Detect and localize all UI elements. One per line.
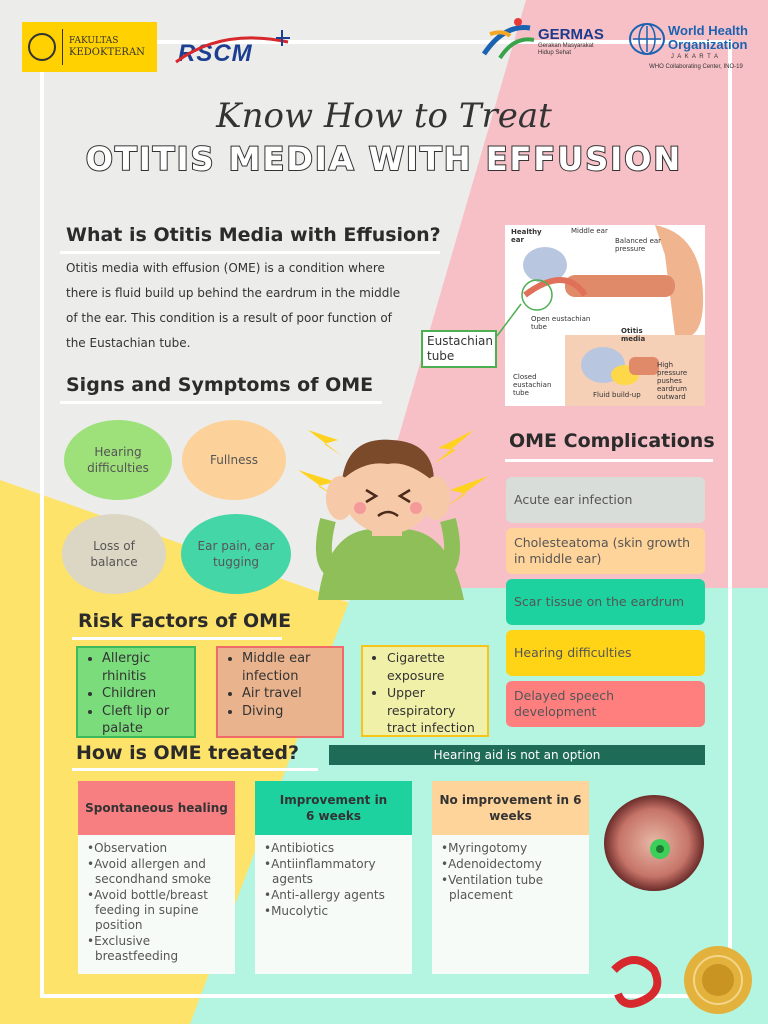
rscm-cross-icon [274, 28, 298, 48]
pain-bolt-icon [308, 430, 342, 456]
complication-label: Scar tissue on the eardrum [514, 594, 685, 609]
fluid-label: Fluid build-up [593, 391, 641, 399]
university-seal-icon [28, 33, 56, 61]
symptom-ear-pain [181, 514, 291, 594]
what-underline [60, 251, 440, 254]
complication-label: Acute ear infection [514, 492, 633, 507]
treatment-item: • Antibiotics [264, 841, 404, 856]
risk-item: • Cigarette exposure [387, 649, 481, 684]
treatment-item: • Adenoidectomy [441, 857, 581, 872]
treatment-column-spontaneous [78, 781, 235, 974]
who-center: WHO Collaborating Center, INO-19 [649, 64, 743, 70]
pain-bolt-icon [434, 430, 474, 464]
germas-sub1: Gerakan Masyarakat [538, 43, 594, 49]
otitis-media-label: Otitis media [621, 327, 646, 343]
who-line1: World Health [668, 23, 748, 38]
who-logo [668, 24, 748, 52]
treatment-underline [72, 768, 318, 771]
faculty-logo [22, 22, 157, 72]
treatment-item: • Myringotomy [441, 841, 581, 856]
closed-tube-label: Closed eustachian tube [513, 373, 552, 397]
risk-heading: Risk Factors of OME [78, 610, 292, 632]
balanced-pressure-label: Balanced ear pressure [615, 237, 662, 253]
risk-group-3 [361, 645, 489, 737]
hearing-aid-banner: Hearing aid is not an option [329, 745, 705, 765]
open-tube-label: Open eustachian tube [531, 315, 591, 331]
complication-label: Hearing difficulties [514, 645, 632, 660]
eustachian-tube-callout: Eustachian tube [421, 330, 497, 368]
complications-heading: OME Complications [509, 430, 715, 452]
germas-logo [538, 26, 604, 57]
complications-underline [505, 459, 713, 462]
symptom-balance [62, 514, 166, 594]
treatment-column-title: Spontaneous healing [78, 781, 235, 835]
treatment-item: • Anti-allergy agents [264, 888, 404, 903]
risk-item: • Cleft lip or palate [102, 703, 188, 738]
risk-underline [72, 637, 282, 640]
faculty-line1: FAKULTAS [69, 36, 119, 46]
symptom-hearing [64, 420, 172, 500]
title-script: Know How to Treat [216, 96, 552, 136]
germas-text: GERMAS [538, 26, 604, 43]
treatment-item: • Mucolytic [264, 904, 404, 919]
child-earache-illustration [288, 420, 498, 600]
risk-item: • Upper respiratory tract infection [387, 684, 481, 737]
treatment-column-title: No improvement in 6 weeks [432, 781, 589, 835]
symptoms-heading: Signs and Symptoms of OME [66, 374, 374, 396]
who-line2: Organization [668, 37, 748, 52]
treatment-item: • Ventilation tube placement [441, 873, 581, 903]
treatment-item: • Avoid allergen and secondhand smoke [87, 857, 227, 887]
complication-label: Delayed speech development [514, 688, 615, 719]
what-paragraph: Otitis media with effusion (OME) is a condition where there is fluid build up behind the eardrum in the middle of the ear. This condition is a result of poor function of the Eustachian tube. [66, 261, 401, 350]
symptoms-underline [60, 401, 382, 404]
symptom-hearing-label: Hearing difficulties [87, 445, 149, 475]
treatment-item: • Observation [87, 841, 227, 856]
treatment-column-title: Improvement in 6 weeks [255, 781, 412, 835]
risk-item: • Allergic rhinitis [102, 650, 188, 685]
risk-item: • Children [102, 685, 188, 703]
page-title: OTITIS MEDIA WITH EFFUSION [85, 140, 683, 178]
treatment-item: • Avoid bottle/breast feeding in supine position [87, 888, 227, 933]
risk-item: • Air travel [242, 685, 336, 703]
who-city: J A K A R T A [670, 54, 720, 60]
treatment-item: • Antiinflammatory agents [264, 857, 404, 887]
germas-figure-icon [480, 14, 538, 62]
what-heading: What is Otitis Media with Effusion? [66, 224, 441, 246]
risk-group-2 [216, 646, 344, 738]
who-emblem-icon [627, 22, 667, 56]
complication-item [506, 681, 705, 727]
treatment-heading: How is OME treated? [76, 742, 299, 764]
treatment-item: • Exclusive breastfeeding [87, 934, 227, 964]
middle-ear-label: Middle ear [571, 227, 608, 235]
complication-item [506, 630, 705, 676]
symptom-ear-pain-label: Ear pain, ear tugging [197, 539, 275, 569]
risk-item: • Diving [242, 703, 336, 721]
faculty-text [69, 36, 145, 58]
complication-item [506, 579, 705, 625]
symptom-balance-label: Loss of balance [90, 539, 138, 569]
callout-line [495, 300, 525, 340]
accreditation-badge-icon [682, 944, 754, 1016]
treatment-column-no-improvement [432, 781, 589, 974]
pain-bolt-icon [444, 476, 488, 508]
faculty-line2: KEDOKTERAN [69, 47, 145, 58]
symptom-fullness [182, 420, 286, 500]
ear-diagram [505, 225, 705, 406]
complication-label: Cholesteatoma (skin growth in middle ear) [514, 535, 691, 566]
healthy-ear-label: Healthy ear [511, 228, 542, 244]
risk-group-1 [76, 646, 196, 738]
logo-divider [62, 29, 63, 65]
treatment-column-improvement [255, 781, 412, 974]
risk-item: • Middle ear infection [242, 650, 336, 685]
rscm-text: RSCM [178, 40, 253, 67]
ventilation-tube-photo [602, 793, 706, 893]
symptom-fullness-label: Fullness [209, 453, 258, 467]
complication-item [506, 477, 705, 523]
high-pressure-label: High pressure pushes eardrum outward [657, 361, 688, 401]
hospital-logo-icon [604, 950, 664, 1010]
rscm-logo [178, 40, 253, 68]
complication-item [506, 528, 705, 574]
germas-sub2: Hidup Sehat [538, 50, 572, 56]
